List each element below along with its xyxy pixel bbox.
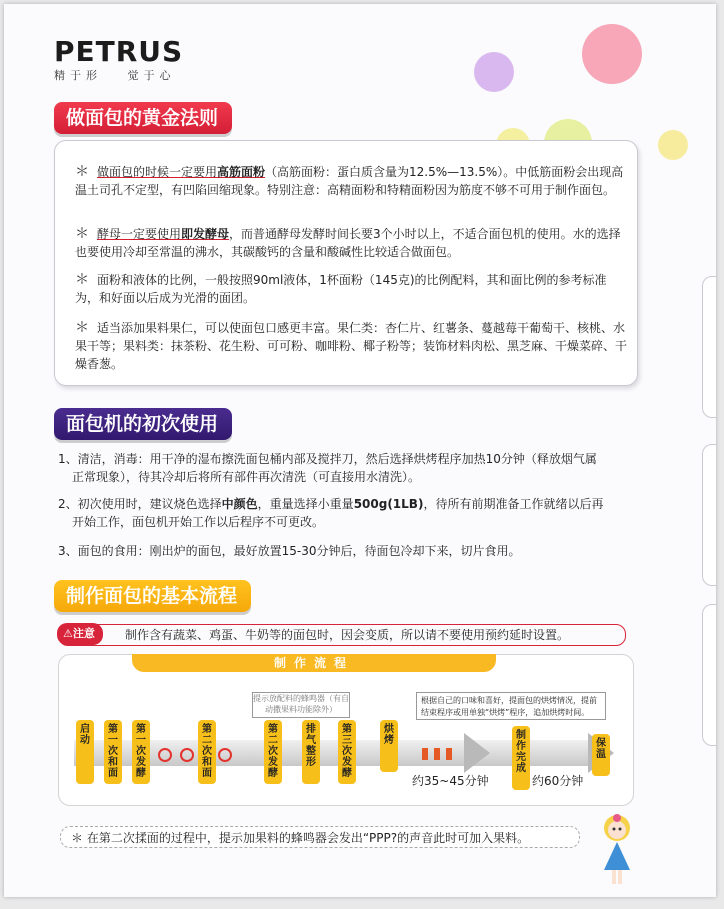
ring-icon bbox=[158, 748, 172, 762]
process-step: 保温 bbox=[592, 734, 610, 776]
rule-bold-text: 高筋面粉 bbox=[217, 165, 266, 179]
first-use-item bbox=[58, 495, 638, 531]
heat-bar-icon bbox=[446, 748, 452, 760]
item-text: ，重量选择小重量 bbox=[257, 497, 354, 511]
rule-bold-text: 即发酵母 bbox=[181, 227, 230, 241]
item-text: 面包的食用：刚出炉的面包，最好放置15-30分钟后，待面包冷却下来，切片食用。 bbox=[77, 544, 521, 558]
decor-dot-yellow-small bbox=[658, 130, 688, 160]
process-step: 排气整形 bbox=[302, 720, 320, 784]
rule-text: ，而普通酵母发酵时间长要3个小时以上，不适合面包机的使用。水的选择也要使用冷却至常温的沸水，其碳酸钙的含量和酸碱性比较适合做面包。 bbox=[75, 227, 621, 259]
first-use-item bbox=[58, 542, 638, 560]
item-text-continued: 开始工作，面包机开始工作以后程序不可更改。 bbox=[72, 515, 325, 529]
heat-bar-icon bbox=[434, 748, 440, 760]
rule-item bbox=[75, 163, 627, 199]
item-text: 清洁，消毒：用干净的湿布擦洗面包桶内部及搅拌刀，然后选择烘烤程序加热10分钟（释放烟气属 bbox=[77, 452, 597, 466]
item-bold-text: 500g(1LB) bbox=[353, 497, 424, 511]
process-time-label: 约60分钟 bbox=[532, 774, 584, 788]
section-title-golden-rules: 做面包的黄金法则 bbox=[54, 102, 232, 134]
item-bold-text: 中颜色 bbox=[221, 497, 258, 511]
bullet-star: ＊ bbox=[75, 320, 89, 336]
bullet-star: ＊ bbox=[75, 272, 89, 288]
item-number: 3、 bbox=[58, 544, 78, 558]
rule-item bbox=[75, 319, 627, 373]
process-time-label: 约35~45分钟 bbox=[412, 774, 489, 788]
decor-dot-red bbox=[582, 24, 642, 84]
bullet-star: ＊ bbox=[75, 164, 89, 180]
rule-underlined-text: 酵母一定要使用 bbox=[97, 227, 182, 241]
logo-wordmark: PETRUS bbox=[54, 35, 184, 68]
item-number: 2、 bbox=[58, 497, 78, 511]
caution-bar bbox=[58, 624, 626, 646]
item-text-continued: 正常现象），待其冷却后将所有部件再次清洗（可直接用水清洗）。 bbox=[72, 470, 421, 484]
arrow-head-icon bbox=[464, 733, 490, 773]
rule-text: 面粉和液体的比例，一般按照90ml液体，1杯面粉（145克)的比例配料，其和面比例的参考标准为，和好面以后成为光滑的面团。 bbox=[75, 273, 607, 305]
process-step: 第一次和面 bbox=[104, 720, 122, 784]
manual-page bbox=[4, 4, 716, 897]
process-step: 启动 bbox=[76, 720, 94, 784]
section-title-first-use: 面包机的初次使用 bbox=[54, 408, 232, 440]
process-step: 第一次发酵 bbox=[132, 720, 150, 784]
item-number: 1、 bbox=[58, 452, 78, 466]
mascot-girl-icon bbox=[594, 810, 640, 890]
heat-bar-icon bbox=[422, 748, 428, 760]
side-page-fragment bbox=[702, 444, 716, 586]
rule-item bbox=[75, 225, 627, 261]
process-step: 第二次发酵 bbox=[264, 720, 282, 784]
item-text: ，待所有前期准备工作就绪以后再 bbox=[423, 497, 604, 511]
rule-text: （高筋面粉：蛋白质含量为12.5%—13.5%）。中低筋面粉会出现高温土司孔不定型，有凹陷回缩现象。特别注意：高精面粉和特精面粉因为筋度不够不可用于制作面包。 bbox=[75, 165, 624, 197]
first-use-item bbox=[58, 450, 638, 486]
process-note-baking: 根据自己的口味和喜好，提面包的烘烤情况，提前结束程序或用单独“烘烤”程序，追加烘烤时间。 bbox=[416, 692, 606, 720]
side-page-fragment bbox=[702, 276, 716, 418]
rule-underlined-text: 做面包的时候一定要用 bbox=[97, 165, 218, 179]
logo-tagline: 精于形 觉于心 bbox=[54, 69, 176, 82]
brand-logo bbox=[54, 35, 184, 83]
caution-text: 制作含有蔬菜、鸡蛋、牛奶等的面包时，因会变质，所以请不要使用预约延时设置。 bbox=[125, 628, 570, 642]
item-text: 初次使用时，建议烧色选择 bbox=[77, 497, 222, 511]
caution-badge: ⚠注意 bbox=[57, 623, 103, 645]
rule-item bbox=[75, 271, 627, 307]
golden-rules-box bbox=[54, 140, 638, 386]
ring-icon bbox=[180, 748, 194, 762]
process-note-buzzer: 提示放配料的蜂鸣器（有自动撒果料功能除外） bbox=[252, 692, 350, 718]
process-step: 制作完成 bbox=[512, 726, 530, 790]
side-page-fragment bbox=[702, 604, 716, 746]
rule-text: 适当添加果料果仁，可以使面包口感更丰富。果仁类：杏仁片、红薯条、蔓越莓干葡萄干、核桃、水果干等；果料类：抹茶粉、花生粉、可可粉、咖啡粉、椰子粉等；装饰材料肉松、黑芝麻、干燥菜碎、干燥香葱。 bbox=[75, 321, 628, 371]
section-title-process: 制作面包的基本流程 bbox=[54, 580, 251, 612]
process-step: 第三次发酵 bbox=[338, 720, 356, 784]
process-footnote: ＊ 在第二次揉面的过程中，提示加果料的蜂鸣器会发出“PPP?的声音此时可加入果料。 bbox=[60, 826, 580, 848]
process-step: 第二次和面 bbox=[198, 720, 216, 784]
process-step: 烘烤 bbox=[380, 720, 398, 772]
bullet-star: ＊ bbox=[75, 226, 89, 242]
decor-dot-purple bbox=[474, 52, 514, 92]
ring-icon bbox=[218, 748, 232, 762]
process-diagram-title: 制作流程 bbox=[132, 654, 496, 672]
